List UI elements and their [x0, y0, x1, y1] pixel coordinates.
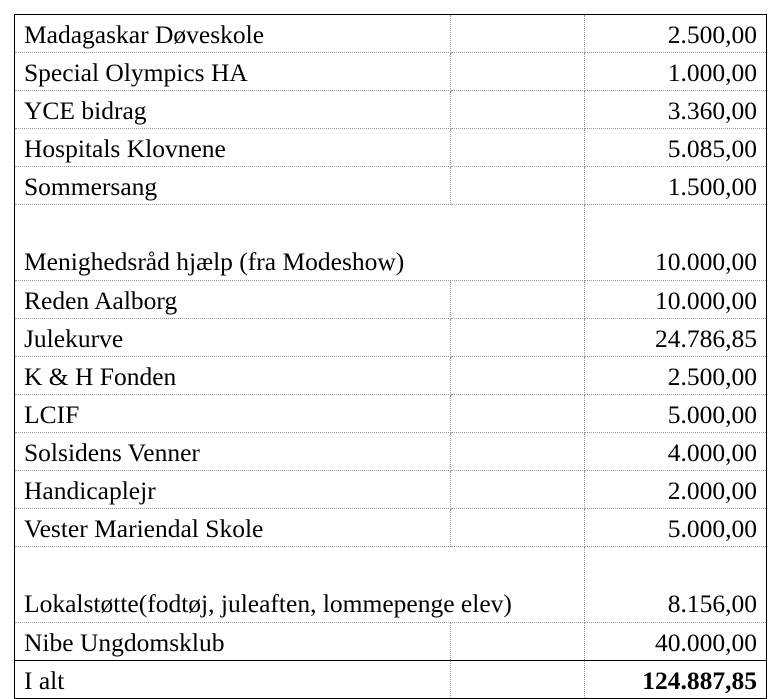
empty-cell	[451, 129, 585, 167]
total-amount: 124.887,85	[585, 661, 767, 699]
empty-cell	[451, 281, 585, 319]
row-amount: 40.000,00	[585, 623, 767, 661]
table-row	[15, 433, 767, 471]
row-description: Reden Aalborg	[15, 281, 451, 319]
row-description: YCE bidrag	[15, 91, 451, 129]
table-row	[15, 471, 767, 509]
row-amount: 5.000,00	[585, 509, 767, 547]
table-row	[15, 395, 767, 433]
empty-cell	[451, 91, 585, 129]
row-description: Julekurve	[15, 319, 451, 357]
row-amount: 5.085,00	[585, 129, 767, 167]
empty-cell	[451, 623, 585, 661]
row-amount: 2.500,00	[585, 357, 767, 395]
row-amount: 8.156,00	[585, 547, 767, 623]
empty-cell	[451, 395, 585, 433]
table-row	[15, 319, 767, 357]
row-description: K & H Fonden	[15, 357, 451, 395]
total-label: I alt	[15, 661, 451, 699]
row-amount: 4.000,00	[585, 433, 767, 471]
table-row	[15, 15, 767, 53]
row-amount: 1.500,00	[585, 167, 767, 205]
row-description: Madagaskar Døveskole	[15, 15, 451, 53]
empty-cell	[451, 509, 585, 547]
row-description: Menighedsråd hjælp (fra Modeshow)	[15, 205, 585, 281]
row-description: Hospitals Klovnene	[15, 129, 451, 167]
row-description: LCIF	[15, 395, 451, 433]
table-row	[15, 167, 767, 205]
empty-cell	[451, 471, 585, 509]
total-row	[15, 661, 767, 699]
table-row	[15, 53, 767, 91]
empty-cell	[451, 15, 585, 53]
row-amount: 2.500,00	[585, 15, 767, 53]
table-row	[15, 357, 767, 395]
table-row	[15, 91, 767, 129]
row-amount: 3.360,00	[585, 91, 767, 129]
row-amount: 24.786,85	[585, 319, 767, 357]
empty-cell	[451, 167, 585, 205]
table-row	[15, 623, 767, 661]
empty-cell	[451, 661, 585, 699]
row-amount: 10.000,00	[585, 205, 767, 281]
row-description: Lokalstøtte(fodtøj, juleaften, lommepenge elev)	[15, 547, 585, 623]
empty-cell	[451, 319, 585, 357]
row-description: Vester Mariendal Skole	[15, 509, 451, 547]
row-description: Nibe Ungdomsklub	[15, 623, 451, 661]
empty-cell	[451, 433, 585, 471]
row-description: Special Olympics HA	[15, 53, 451, 91]
table-row	[15, 281, 767, 319]
row-description: Solsidens Venner	[15, 433, 451, 471]
row-amount: 2.000,00	[585, 471, 767, 509]
row-amount: 1.000,00	[585, 53, 767, 91]
table-row	[15, 509, 767, 547]
row-description: Handicaplejr	[15, 471, 451, 509]
donations-table	[14, 14, 767, 699]
empty-cell	[451, 53, 585, 91]
table-row	[15, 547, 767, 623]
row-description: Sommersang	[15, 167, 451, 205]
table-row	[15, 205, 767, 281]
table-row	[15, 129, 767, 167]
row-amount: 5.000,00	[585, 395, 767, 433]
empty-cell	[451, 357, 585, 395]
row-amount: 10.000,00	[585, 281, 767, 319]
